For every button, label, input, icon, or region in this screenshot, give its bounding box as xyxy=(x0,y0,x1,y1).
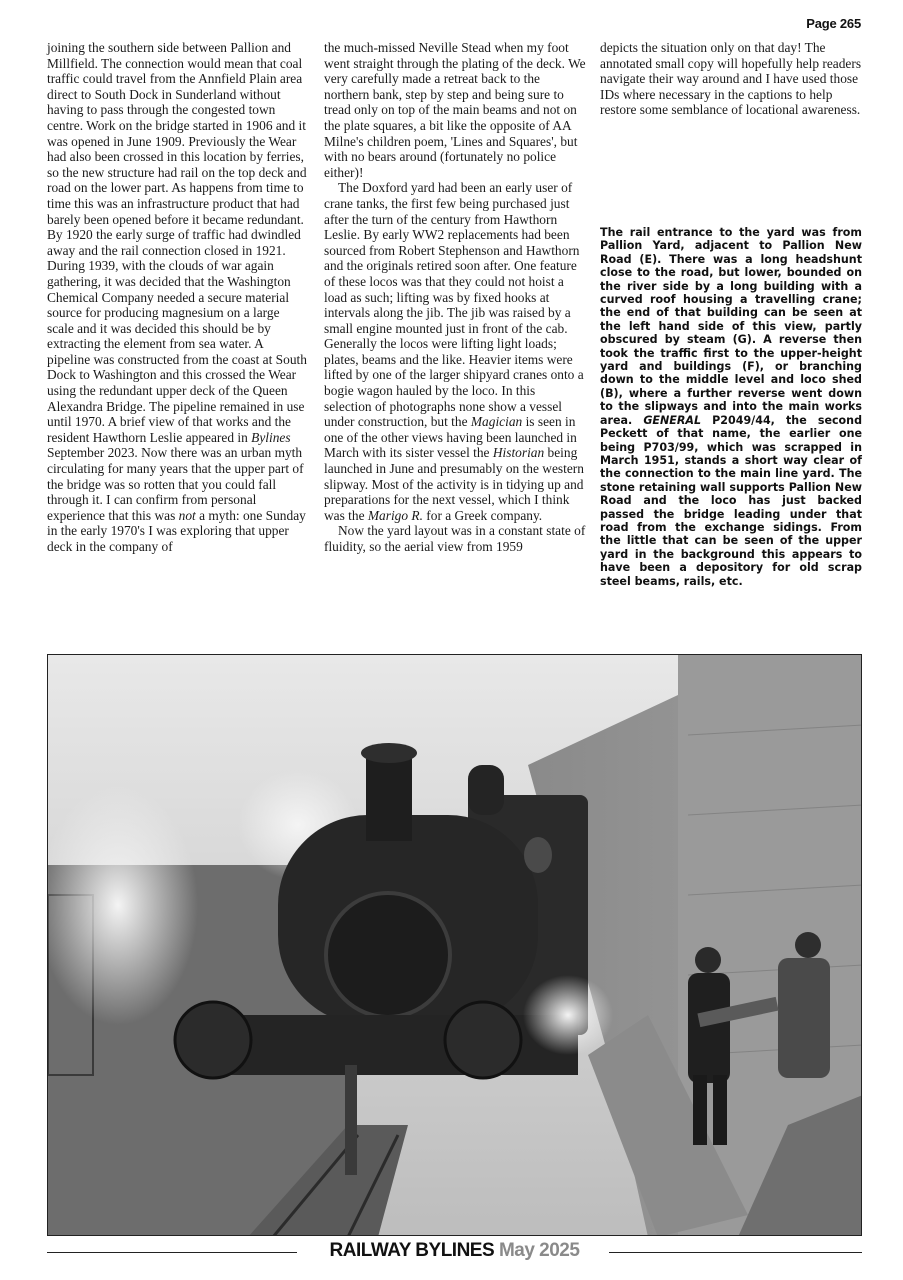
chimney xyxy=(366,751,412,841)
locomotive-photo-illustration xyxy=(48,655,862,1236)
page-number: Page 265 xyxy=(806,16,861,31)
buffer-beam xyxy=(208,1015,578,1075)
dome xyxy=(468,765,504,815)
coupling-chain xyxy=(345,1065,357,1175)
right-buffer xyxy=(445,1002,521,1078)
article-column-3 xyxy=(600,40,862,118)
column1-paragraph: joining the southern side between Pallion and Millfield. The connection would mean that coal traffic could travel from the Annfield Plain area direct to South Dock in Sunderland without having to pass through the congested town centre. Work on the bridge started in 1906 and it was opened in June 1909. Previously the Wear had also been crossed in this location by ferries, so the new structure had rail on the top deck and road on the lower part. As happens from time to time this was an infrastructure product that had barely been opened before it became redundant. By 1920 the early surge of traffic had dwindled away and the rail connection closed in 1921. During 1939, with the clouds of war again gathering, it was decided that the Washington Chemical Company needed a secure material source for producing magnesium on a large scale and it was decided this should be by extracting the element from sea water. A pipeline was constructed from the coast at South Dock to Washington and this crossed the Wear using the redundant upper deck of the Queen Alexandra Bridge. The pipeline remained in use until 1970. A brief view of that works and the resident Hawthorn Leslie appeared in Bylines September 2023. Now there was an urban myth circulating for many years that the upper part of the bridge was so rotten that you could fall through it. I can confirm from personal experience that this was not a myth: one Sunday in the early 1970's I was exploring that upper deck in the company of xyxy=(47,40,307,554)
footer-title xyxy=(47,1240,862,1262)
footer xyxy=(47,1240,862,1270)
issue-date: May 2025 xyxy=(498,1240,580,1261)
footer-rule-right xyxy=(609,1252,862,1253)
article-column-1 xyxy=(47,40,309,555)
column3-paragraph-1: depicts the situation only on that day! The annotated small copy will hopefully help readers navigate their way around and I have used those IDs where necessary in the captions to help restore some semblance of locational awareness. xyxy=(600,40,862,118)
left-buffer xyxy=(175,1002,251,1078)
smokebox-door xyxy=(326,893,450,1017)
photo-caption: The rail entrance to the yard was from Pallion Yard, adjacent to Pallion New Road (E). There was a long headshunt close to the road, but lower, bounded on the river side by a long building with a curved roof housing a travelling crane; the end of that building can be seen at the left hand side of this view, partly obscured by steam (G). A reverse then took the traffic first to the upper-height yard and buildings (F), or branching down to the middle level and loco shed (B), where a further reverse went down to the slipways and into the main works area. GENERAL P2049/44, the second Peckett of that name, the earlier one being P703/99, which was scrapped in March 1951, stands a short way clear of the connection to the main line yard. The stone retaining wall supports Pallion New Road and the loco has just backed passed the bridge leading under that road from the exchange sidings. From the little that can be seen of the upper yard in the background this appears to have been a depository for old scrap steel beams, rails, etc. xyxy=(600,226,863,588)
magazine-name: RAILWAY BYLINES xyxy=(329,1240,495,1261)
article-column-2 xyxy=(324,40,586,555)
column2-paragraph-3: Now the yard layout was in a constant state of fluidity, so the aerial view from 1959 xyxy=(324,523,586,554)
cab-window xyxy=(524,837,552,873)
steam-puff-right xyxy=(523,975,613,1055)
column2-paragraph-1: the much-missed Neville Stead when my foot went straight through the plating of the deck. We very carefully made a retreat back to the northern bank, step by step and being sure to tread only on top of the main beams and not on the plate squares, a bit like the opposite of AA Milne's children poem, 'Lines and Squares', but with no bears around (fortunately no police either)! xyxy=(324,40,586,180)
locomotive-photo xyxy=(47,654,862,1236)
column2-paragraph-2: The Doxford yard had been an early user of crane tanks, the first few being purchased just after the turn of the century from Hawthorn Leslie. By early WW2 replacements had been sourced from Robert Stephenson and Hawthorn and the originals retired soon after. One feature of these locos was that they could not hoist a load as such; lifting was by fixed hooks at intervals along the jib. The jib was raised by a small engine mounted just in front of the cab. Generally the locos were lifting light loads; plates, beams and the like. Heavier items were lifted by one of the larger shipyard cranes onto a bogie wagon hauled by the loco. In this selection of photographs none show a vessel under construction, but the Magician is seen in one of the other views having been launched in March with its sister vessel the Historian being launched in June and presumably on the western slipway. Most of the activity is in tidying up and preparations for the next vessel, which I think was the Marigo R. for a Greek company. xyxy=(324,180,584,523)
